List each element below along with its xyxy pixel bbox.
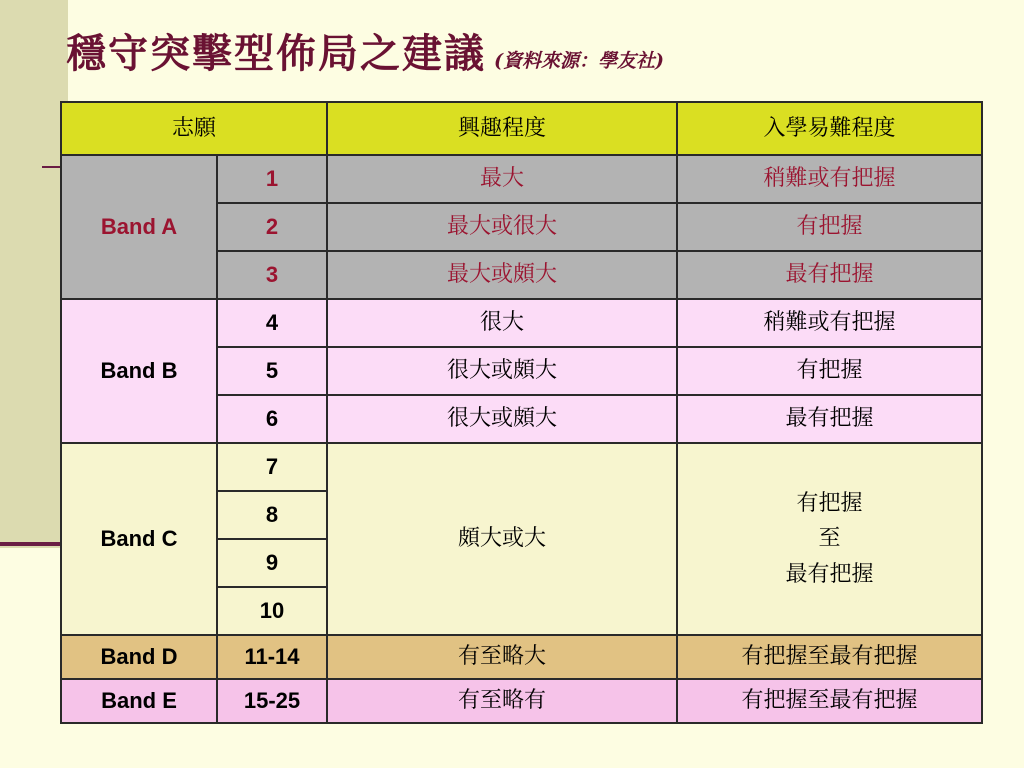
band-label-c: Band C <box>61 443 217 635</box>
table-row <box>61 443 982 491</box>
interest-cell: 很大或頗大 <box>327 347 677 395</box>
header-row <box>61 102 982 155</box>
choice-cell: 9 <box>217 539 327 587</box>
choice-cell: 6 <box>217 395 327 443</box>
title-source: (資料來源：學友社) <box>494 50 664 72</box>
difficulty-line: 有把握 <box>796 491 863 517</box>
interest-cell: 頗大或大 <box>327 443 677 635</box>
difficulty-cell: 有把握 <box>677 203 982 251</box>
choice-cell: 4 <box>217 299 327 347</box>
interest-cell: 很大 <box>327 299 677 347</box>
header-interest: 興趣程度 <box>327 102 677 155</box>
interest-cell: 最大或很大 <box>327 203 677 251</box>
difficulty-cell: 最有把握 <box>677 395 982 443</box>
table-row <box>61 299 982 347</box>
difficulty-line: 最有把握 <box>785 561 874 587</box>
difficulty-cell: 有把握至最有把握 <box>677 679 982 723</box>
band-label-b: Band B <box>61 299 217 443</box>
choice-cell: 2 <box>217 203 327 251</box>
difficulty-cell: 稍難或有把握 <box>677 299 982 347</box>
choice-cell: 11-14 <box>217 635 327 679</box>
band-label-e: Band E <box>61 679 217 723</box>
difficulty-cell: 有把握 <box>677 347 982 395</box>
title-main: 穩守突擊型佈局之建議 <box>66 30 486 77</box>
table-row <box>61 635 982 679</box>
choice-cell: 8 <box>217 491 327 539</box>
difficulty-cell: 稍難或有把握 <box>677 155 982 203</box>
band-label-d: Band D <box>61 635 217 679</box>
interest-cell: 有至略大 <box>327 635 677 679</box>
band-table <box>60 101 983 724</box>
choice-cell: 5 <box>217 347 327 395</box>
choice-cell: 1 <box>217 155 327 203</box>
header-difficulty: 入學易難程度 <box>677 102 982 155</box>
difficulty-cell <box>677 443 982 635</box>
table-row <box>61 155 982 203</box>
band-label-a: Band A <box>61 155 217 299</box>
interest-cell: 有至略有 <box>327 679 677 723</box>
choice-cell: 3 <box>217 251 327 299</box>
difficulty-line: 至 <box>818 526 841 552</box>
side-decor-band <box>0 0 68 548</box>
choice-cell: 10 <box>217 587 327 635</box>
interest-cell: 最大 <box>327 155 677 203</box>
difficulty-cell: 有把握至最有把握 <box>677 635 982 679</box>
choice-cell: 7 <box>217 443 327 491</box>
slide-title <box>66 22 664 92</box>
interest-cell: 最大或頗大 <box>327 251 677 299</box>
header-choice: 志願 <box>61 102 327 155</box>
interest-cell: 很大或頗大 <box>327 395 677 443</box>
table-row <box>61 679 982 723</box>
choice-cell: 15-25 <box>217 679 327 723</box>
difficulty-cell: 最有把握 <box>677 251 982 299</box>
